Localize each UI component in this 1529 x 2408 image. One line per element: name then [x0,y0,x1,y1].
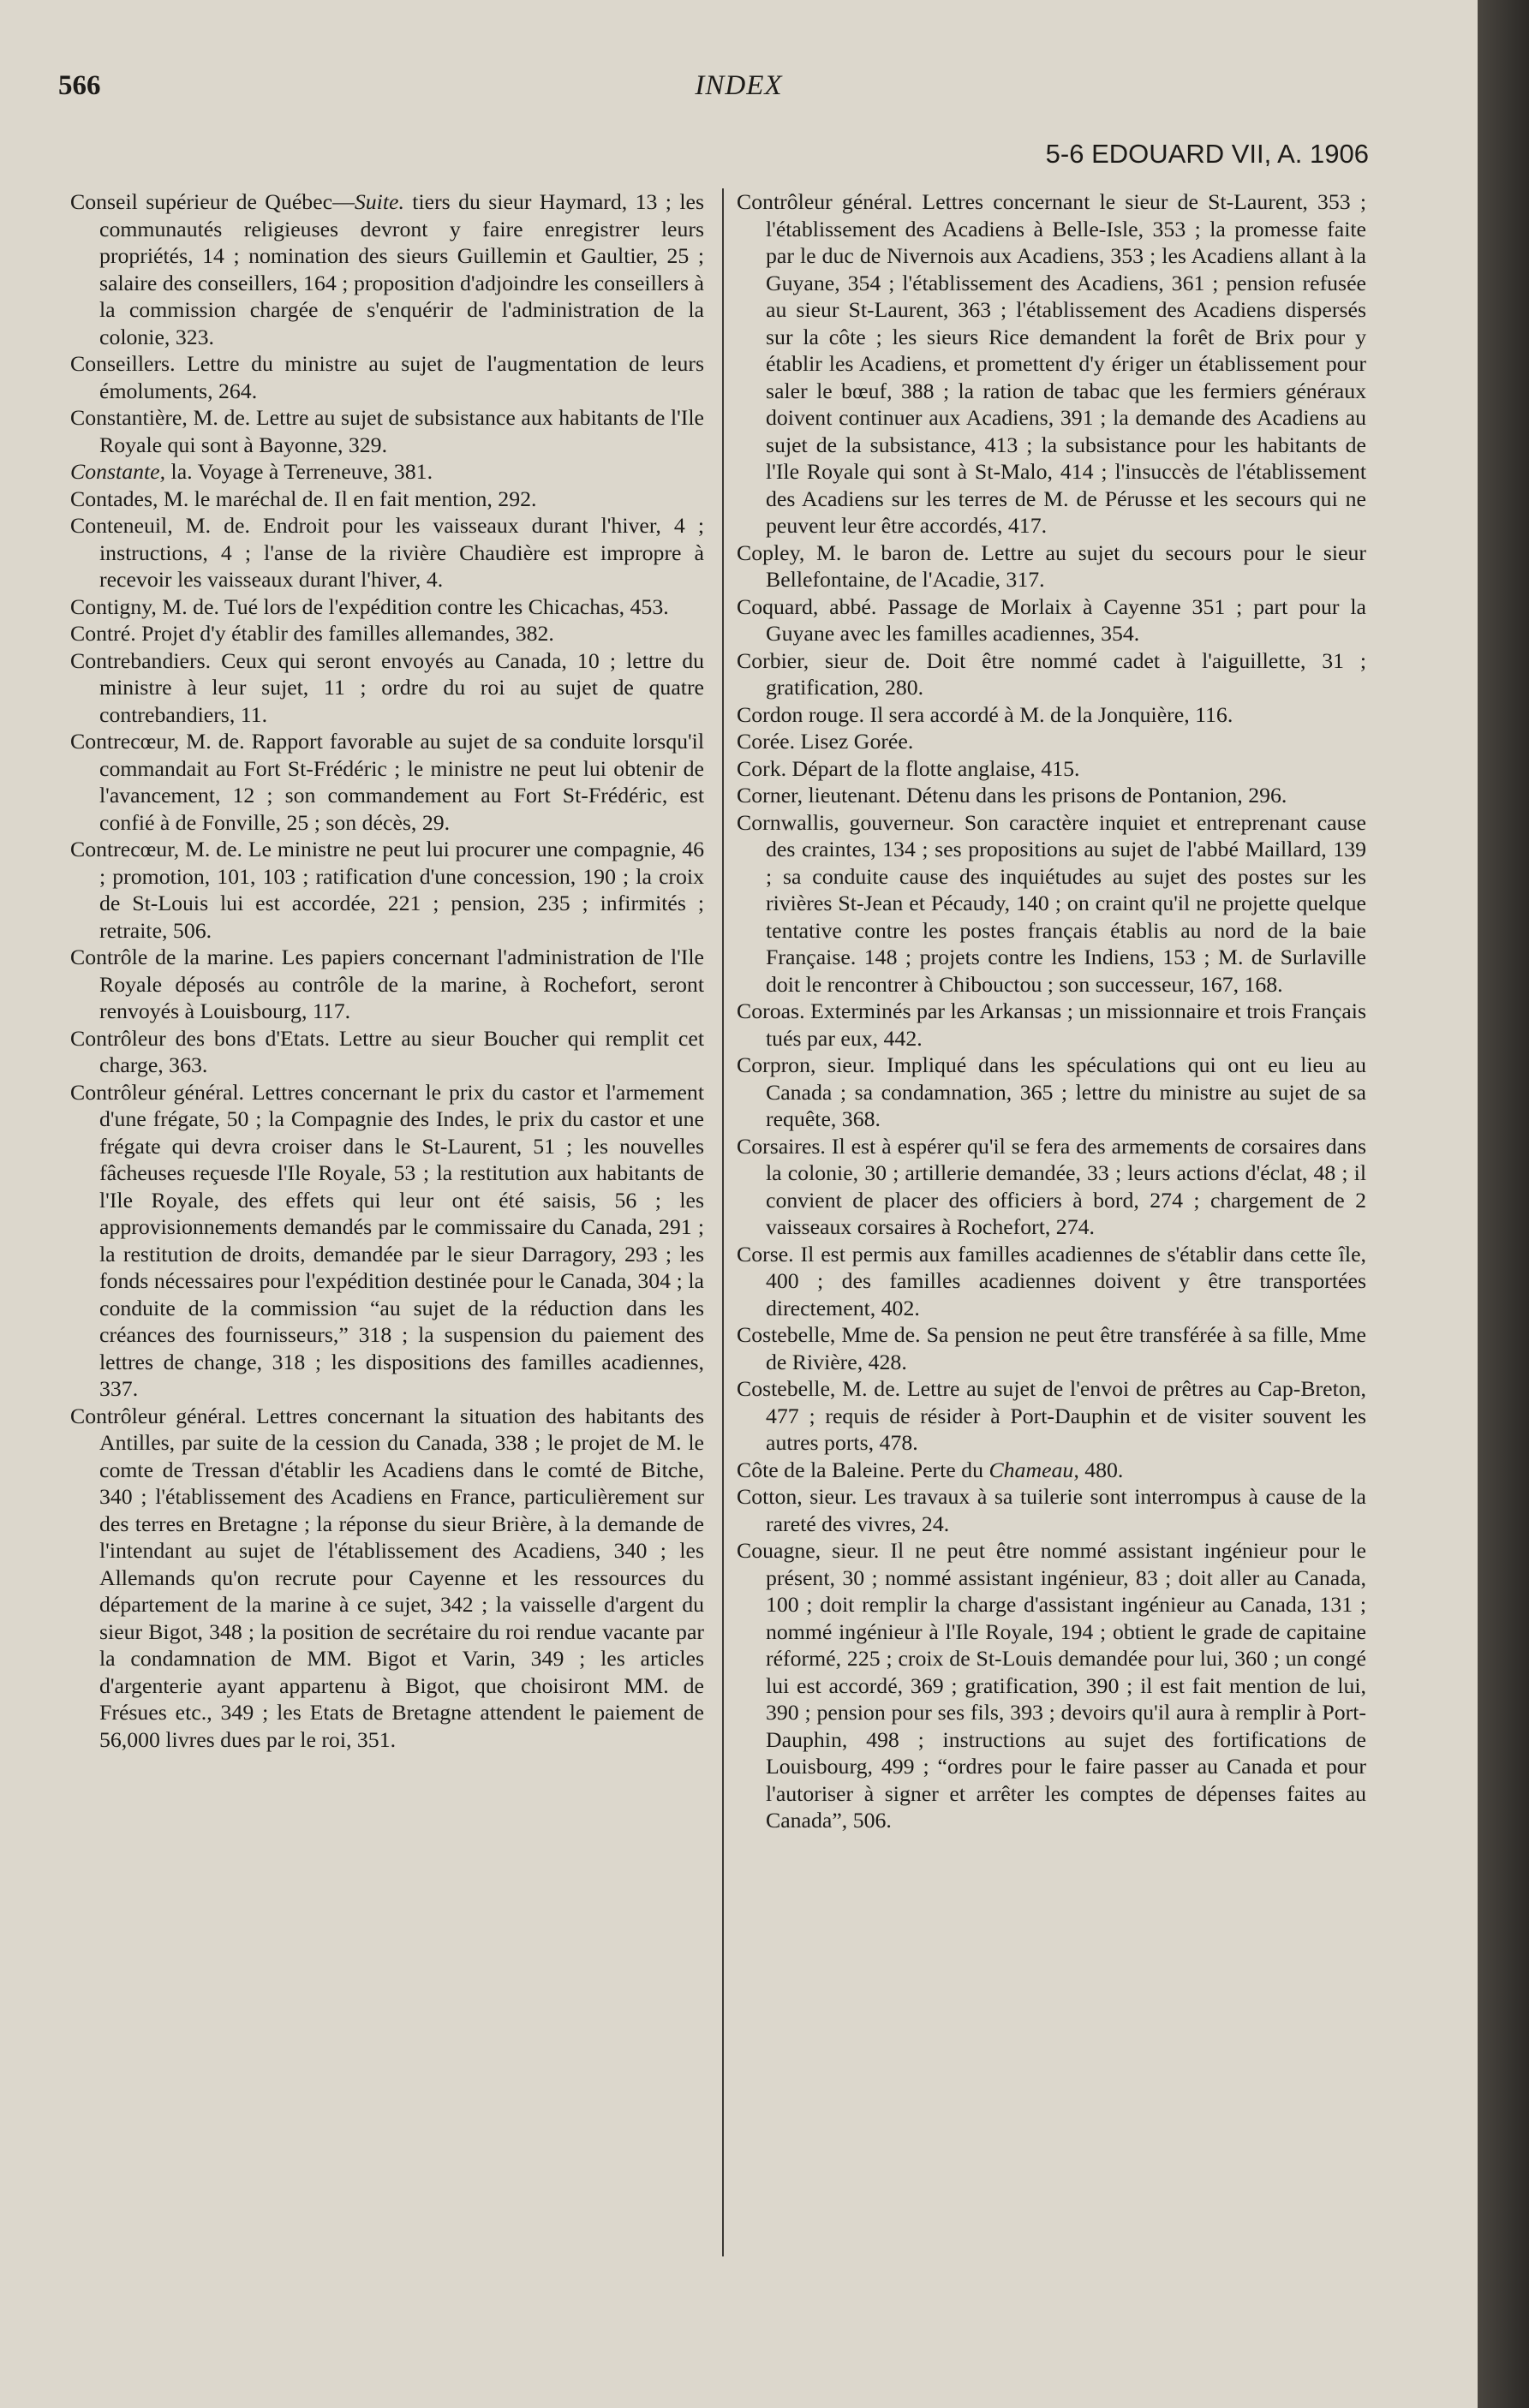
entry-text-tail: 480. [1078,1457,1124,1482]
page-number: 566 [58,70,101,101]
entry-text: Il en fait mention, 292. [328,486,537,511]
entry-heading: Conseil supérieur de Québec— [70,189,355,214]
entry-heading: Corée. [737,729,796,754]
index-entry [70,404,704,458]
entry-text: tiers du sieur Haymard, 13 ; les communautés religieuses devront y faire enregistrer leurs propriétés, 14 ; nomination des sieurs Guillemin et Gaultier, 25 ; salaire des conseillers, 164 ; proposition d'adjoindre les conseillers à la commission chargée de s'enquérir de l'administration de la colonie, 323. [99,189,704,349]
entry-heading: Contades, M. le maréchal de. [70,486,329,511]
entry-heading: Corbier, sieur de. [737,647,911,673]
entry-heading: Contré. [70,621,136,646]
index-entry [737,998,1366,1052]
entry-text: Lettre au sieur Boucher qui remplit cet charge, 363. [99,1025,705,1077]
entry-text: Passage de Morlaix à Cayenne 351 ; part pour la Guyane avec les familles acadiennes, 354. [766,593,1366,646]
index-entry [737,1241,1366,1322]
entry-text: Le ministre ne peut lui procurer une compagnie, 46 ; promotion, 101, 103 ; ratification d'une concession, 190 ; la croix de St-Louis lui est accordée, 221 ; pension, 235 ; infirmités ; retraite, 506. [99,837,705,943]
index-entry [70,1079,704,1403]
entry-text: Lettre du ministre au sujet de l'augmentation de leurs émoluments, 264. [99,351,704,403]
index-entry [737,539,1366,593]
entry-heading: Contrecœur, M. de. [70,837,242,861]
entry-text: Projet d'y établir des familles allemandes, 382. [135,621,554,646]
index-entry [737,1483,1366,1537]
entry-text: Lettre au sujet de l'envoi de prêtres au Cap-Breton, 477 ; requis de résider à Port-Dauphin et de visiter souvent les autres ports, 478. [766,1376,1366,1455]
index-entry [737,1321,1366,1375]
running-title: INDEX [695,70,783,101]
entry-heading: Coroas. [737,998,805,1023]
entry-text: Il est permis aux familles acadiennes de s'établir dans cette île, 400 ; des familles acadiennes doivent y être transportées directement, 402. [766,1241,1366,1320]
entry-heading: Coquard, abbé. [737,593,877,619]
entry-italic-term: Chameau, [988,1457,1079,1482]
entry-heading: Contrôleur des bons d'Etats. [70,1025,331,1051]
entry-text: Lettre au sujet du secours pour le sieur Bellefontaine, de l'Acadie, 317. [766,539,1366,592]
index-entry [70,512,704,593]
entry-text: Lettres concernant le sieur de St-Laurent, 353 ; l'établissement des Acadiens à Belle-Isle, 353 ; la promesse faite par le duc de Nivernois aux Acadiens, 353 ; les Acadiens allant à la Guyane, 354 ; l'établissement des Acadiens, 361 ; pension refusée au sieur St-Laurent, 363 ; l'établissement des Acadiens dispersés sur la côte ; les sieurs Rice demandent la forêt de Brix pour y établir les Acadiens, et promettent d'y ériger un établissement pour saler le bœuf, 388 ; la ration de tabac que les fermiers généraux doivent continuer aux Acadiens, 391 ; la demande des Acadiens au sujet de la subsistance, 413 ; la subsistance pour les habitants de l'Ile Royale qui sont à St-Malo, 414 ; l'insuccès de l'établissement des Acadiens sur les terres de M. de Pérusse et les secours qui ne peuvent leur être accordés, 417. [766,189,1366,538]
index-entry [70,836,704,944]
entry-heading: Conteneuil, M. de. [70,513,250,538]
index-entry [737,755,1366,783]
entry-heading: Corsaires. [737,1133,826,1159]
entry-text: Son caractère inquiet et entreprenant cause des craintes, 134 ; ses propositions au sujet de l'abbé Maillard, 139 ; sa conduite cause des inquiétudes au sujet des postes sur les rivières St-Jean et Pécaudy, 140 ; on craint qu'il ne projette quelque tentative contre les postes français établis au nord de la baie Française. 148 ; projets contre les Indiens, 153 ; M. de Surlaville doit le rencontrer à Chibouctou ; son successeur, 167, 168. [766,809,1366,997]
index-entry [737,782,1366,809]
index-entry [737,1537,1366,1834]
entry-heading: Cork. [737,755,787,781]
entry-text: Les travaux à sa tuilerie sont interrompus à cause de la rareté des vivres, 24. [766,1484,1366,1536]
entry-text: Départ de la flotte anglaise, 415. [786,755,1080,781]
index-entry [70,1403,704,1754]
right-column [737,188,1366,1834]
entry-text: Endroit pour les vaisseaux durant l'hiver, 4 ; instructions, 4 ; l'anse de la rivière Chaudière est impropre à recevoir les vaisseaux durant l'hiver, 4. [99,513,704,592]
entry-text: Il ne peut être nommé assistant ingénieur pour le présent, 30 ; nommé assistant ingénieur, 83 ; doit aller au Canada, 100 ; doit remplir la charge d'assistant ingénieur au Canada, 131 ; nommé ingénieur à l'Ile Royale, 194 ; obtient le grade de capitaine réformé, 225 ; croix de St-Louis demandée pour lui, 360 ; un congé lui est accordé, 369 ; gratification, 390 ; il est fait mention de lui, 390 ; pension pour ses fils, 393 ; devoirs qu'il aura à remplir à Port-Dauphin, 498 ; instructions au sujet des fortifications de Louisbourg, 499 ; “ordres pour le faire passer au Canada et pour l'autoriser à signer et arrêter les comptes de dépenses faites au Canada”, 506. [766,1538,1366,1833]
entry-text: Lisez Gorée. [795,729,914,754]
entry-heading: Côte de la Baleine. [737,1457,905,1482]
index-entry [70,944,704,1025]
entry-heading-italic: Constante, [70,459,166,484]
entry-text: Lettres concernant le prix du castor et l'armement d'une frégate, 50 ; la Compagnie des Indes, le prix du castor et une frégate qui devra croiser dans le St-Laurent, 51 ; les nouvelles fâcheuses reçuesde l'Ile Royale, 53 ; la restitution aux habitants de l'Ile Royale, des effets qui leur ont été saisis, 56 ; les approvisionnements demandés par le commissaire du Canada, 291 ; la restitution de droits, demandée par le sieur Darragory, 293 ; les fonds nécessaires pour l'expédition destinée pour le Canada, 304 ; la conduite de la commission “au sujet de la réduction dans les créances des fournisseurs,” 318 ; la suspension du paiement des lettres de change, 318 ; les dispositions des familles acadiennes, 337. [99,1079,705,1401]
entry-text: Exterminés par les Arkansas ; un missionnaire et trois Français tués par eux, 442. [766,998,1366,1051]
index-entry [737,809,1366,998]
entry-heading: Costebelle, M. de. [737,1376,901,1401]
index-entry [737,1133,1366,1241]
index-entry [70,458,704,486]
entry-heading: Contrebandiers. [70,647,212,673]
entry-heading: Contrôleur général. [70,1403,247,1428]
index-entry [737,1052,1366,1133]
entry-text: Il est à espérer qu'il se fera des armements de corsaires dans la colonie, 30 ; artillerie demandée, 33 ; leurs actions d'éclat, 48 ; il convient de placer des officiers à bord, 274 ; chargement de 2 vaisseaux corsaires à Rochefort, 274. [766,1133,1366,1239]
index-entry [70,188,704,350]
entry-text: Lettre au sujet de subsistance aux habitants de l'Ile Royale qui sont à Bayonne, 329. [99,405,705,457]
entry-heading: Corse. [737,1241,794,1267]
index-entry [70,350,704,404]
index-entry [737,188,1366,539]
entry-heading: Cotton, sieur. [737,1484,857,1509]
index-entry [70,728,704,836]
entry-text: Tué lors de l'expédition contre les Chicachas, 453. [218,593,669,619]
entry-heading: Corner, lieutenant. [737,783,901,808]
entry-text: Détenu dans les prisons de Pontanion, 296. [900,783,1287,808]
index-entry [737,1457,1366,1484]
index-entry [737,1375,1366,1457]
left-column [70,188,704,1753]
entry-heading: Cordon rouge. [737,701,865,727]
entry-heading: Couagne, sieur. [737,1538,880,1563]
entry-heading: Costebelle, Mme de. [737,1322,921,1347]
entry-heading: Conseillers. [70,351,176,376]
entry-text: la. Voyage à Terreneuve, 381. [165,459,433,484]
entry-text: Impliqué dans les spéculations qui ont eu lieu au Canada ; sa condamnation, 365 ; lettre du ministre au sujet de sa requête, 368. [766,1052,1366,1131]
entry-text: Sa pension ne peut être transférée à sa fille, Mme de Rivière, 428. [766,1322,1366,1374]
entry-heading: Contrôleur général. [737,189,913,214]
index-entry [737,647,1366,701]
entry-heading-italic: Suite. [354,189,404,214]
index-entry [70,486,704,513]
entry-text: Perte du [905,1457,989,1482]
index-entry [737,728,1366,755]
entry-heading: Contrecœur, M. de. [70,729,245,754]
entry-text: Il sera accordé à M. de la Jonquière, 116. [864,701,1233,727]
index-entry [70,593,704,621]
session-label: 5-6 EDOUARD VII, A. 1906 [1045,139,1369,169]
column-rule [722,188,724,2256]
entry-heading: Cornwallis, gouverneur. [737,809,955,835]
entry-text: Les papiers concernant l'administration de l'Ile Royale déposés au contrôle de la marine, à Rochefort, seront renvoyés à Louisbourg, 117. [99,945,704,1023]
index-entry [70,1025,704,1079]
entry-text: Lettres concernant la situation des habitants des Antilles, par suite de la cession du Canada, 338 ; le projet de M. le comte de Tressan d'établir les Acadiens dans le comté de Bitche, 340 ; l'établissement des Acadiens en France, particulièrement sur des terres en Bretagne ; la réponse du sieur Brière, à la demande de l'intendant au sujet de l'établissement des Acadiens, 340 ; les Allemands qu'on recrute pour Cayenne et les ressources du département de la marine à ce sujet, 342 ; la vaisselle d'argent du sieur Bigot, 348 ; la position de secrétaire du roi rendue vacante par la condamnation de MM. Bigot et Varin, 349 ; les articles d'argenterie ayant appartenu à Bigot, que choisiront MM. de Frésues etc., 349 ; les Etats de Bretagne attendent le paiement de 56,000 livres dues par le roi, 351. [99,1403,704,1752]
entry-heading: Corpron, sieur. [737,1052,875,1077]
entry-heading: Contrôle de la marine. [70,945,274,969]
entry-text: Rapport favorable au sujet de sa conduite lorsqu'il commandait au Fort St-Frédéric ; le ministre ne peut lui obtenir de l'avancement, 12 ; son commandement au Fort St-Frédéric, est confié à de Fonville, 25 ; son décès, 29. [99,729,704,835]
index-entry [737,701,1366,729]
entry-text: Doit être nommé cadet à l'aiguillette, 31 ; gratification, 280. [766,647,1366,700]
entry-heading: Copley, M. le baron de. [737,539,970,565]
page-gutter-shadow [1478,0,1529,2408]
index-entry [737,593,1366,647]
entry-heading: Contigny, M. de. [70,593,219,619]
entry-heading: Contrôleur général. [70,1079,245,1105]
entry-text: Ceux qui seront envoyés au Canada, 10 ; lettre du ministre à leur sujet, 11 ; ordre du roi au sujet de quatre contrebandiers, 11. [99,647,704,727]
index-entry [70,620,704,647]
index-entry [70,647,704,729]
entry-heading: Constantière, M. de. [70,405,251,430]
